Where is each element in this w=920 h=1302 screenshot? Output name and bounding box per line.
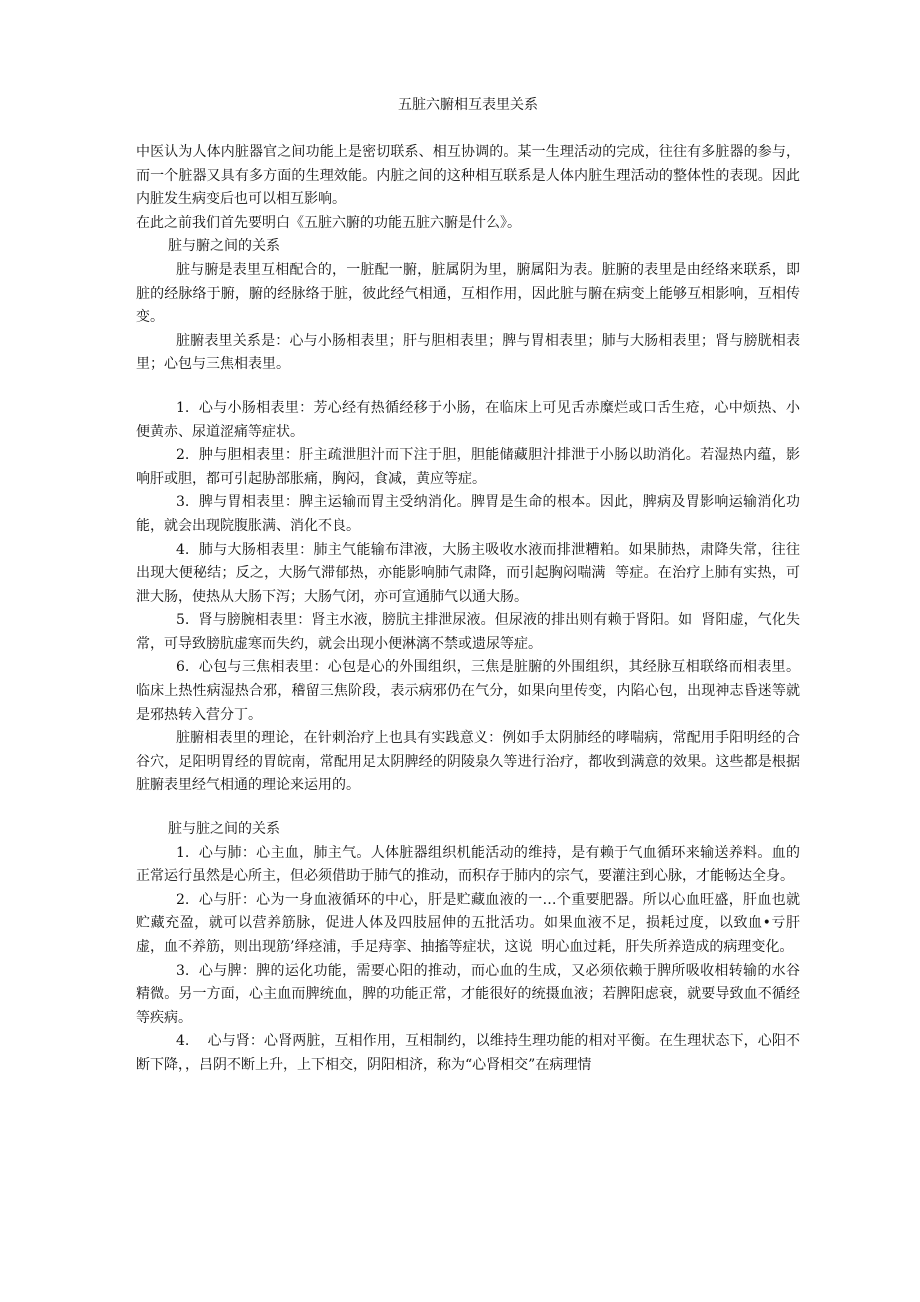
section1-paragraph-2: 脏腑表里关系是：心与小肠相表里；肝与胆相表里；脾与胃相表里；肺与大肠相表里；肾与膀胱相表里；心包与三焦相表里。 — [136, 332, 800, 373]
intro-paragraph-2: 在此之前我们首先要明白《五脏六腑的功能五脏六腑是什么》。 — [136, 214, 521, 231]
document-page — [136, 93, 800, 1078]
section1-paragraph-1: 脏与腑是表里互相配合的，一脏配一腑，脏属阴为里，腑属阳为表。脏腑的表里是由经络来联系，即脏的经脉络于腑，腑的经脉络于脏，彼此经气相通，互相作用，因此脏与腑在病变上能够互相影响，互相传变。 — [136, 261, 800, 326]
section1-item-5: 5. 肾与膀腕相表里：肾主水液，膀肮主排泄尿液。但尿液的排出则有赖于肾阳。如 肾阳虚，气化失常，可导致膀肮虚寒而失约，就会出现小便淋漓不禁或遗尿等症。 — [136, 612, 800, 652]
section2-item-2: 2. 心与肝：心为一身血液循环的中心，肝是贮藏血液的一…个重要肥器。所以心血旺盛，肝血也就贮藏充盈，就可以营养筋脉，促进人体及四肢屈伸的五批活功。如果血液不足，损耗过度，以致血•亏肝虚，血不养筋，则出现筋’绎痉浦，手足痔挛、抽搐等症状，这说 明心血过耗，肝失所养造成的病理变化。 — [136, 891, 800, 955]
section2-item-1: 1. 心与肺：心主血，肺主气。人体脏器组织机能活动的维持，是有赖于气血循环来输送养料。血的正常运行虽然是心所主，但必须借助于肺气的推动，而积存于肺内的宗气，要灌注到心脉，才能畅达全身。 — [136, 844, 800, 885]
spacer — [136, 377, 800, 397]
section1-item-4: 4. 肺与大肠相表里：肺主气能输布津液，大肠主吸收水液而排泄糟粕。如果肺热，肃降失常，往往出现大便秘结；反之，大肠气滞郁热，亦能影响肺气肃降，而引起胸闷喘满 等症。在治疗上肺有实热，可泄大肠，使热从大肠下泻；大肠气闭，亦可宣通肺气以通大肠。 — [136, 541, 800, 605]
section1-item-2: 2. 肿与胆相表里：肝主疏泄胆汁而下注于胆，胆能储藏胆汁排泄于小肠以助消化。若湿热内蕴，影响肝或胆，都可引起胁部胀痛，胸闷，食减，黄应等症。 — [136, 447, 800, 487]
section2-item-4: 4. 心与肾：心肾两脏，互相作用，互相制约，以维持生理功能的相对平衡。在生理状态下，心阳不断下降，，吕阴不断上升，上下相交，阴阳相济，称为“心肾相交”在病理情 — [136, 1033, 800, 1073]
document-title: 五脏六腑相互表里关系 — [398, 97, 538, 113]
intro-paragraph-1: 中医认为人体内脏器官之间功能上是密切联系、相互协调的。某一生理活动的完成，往往有多脏器的参与，而一个脏器又具有多方面的生理效能。内脏之间的这种相互联系是人体内脏生理活动的整体性的表现。因此内脏发生病变后也可以相互影响。 — [136, 144, 800, 208]
section1-item-3: 3. 脾与胃相表里：脾主运输而胃主受纳消化。脾胃是生命的根本。因此，脾病及胃影响运输消化功能，就会出现院腹胀满、消化不良。 — [136, 494, 800, 534]
section2-item-3: 3. 心与脾：脾的运化功能，需要心阳的推动，而心血的生成，又必须依赖于脾所吸收相转输的水谷精微。另一方面，心主血而脾统血，脾的功能正常，才能很好的统摄血液；若脾阳虑衰，就要导致血不循经等疾病。 — [136, 962, 800, 1026]
section1-item-1: 1. 心与小肠相表里：芳心经有热循经移于小肠，在临床上可见舌赤糜烂或口舌生疮，心中烦热、小便黄赤、尿道涩痛等症状。 — [136, 399, 800, 440]
spacer — [136, 798, 800, 818]
section-heading-zang-zang: 脏与脏之间的关系 — [168, 821, 280, 838]
section1-closing: 脏腑相表里的理论，在针刺治疗上也具有实践意义：例如手太阴肺经的哮喘病，常配用手阳明经的合谷穴，足阳明胃经的胃皖南，常配用足太阴脾经的阴陵泉久等进行治疗，都收到满意的效果。这些都是根据脏腑表里经气相通的理论来运用的。 — [136, 730, 800, 794]
section-heading-zang-fu: 脏与腑之间的关系 — [168, 238, 280, 255]
section1-item-6: 6. 心包与三焦相表里：心包是心的外围组织，三焦是脏腑的外围组织，其经脉互相联络而相表里。临床上热性病湿热合邪，稽留三焦阶段，表示病邪仍在气分，如果向里传变，内陷心包，出现神志昏迷等就是邪热转入营分丁。 — [136, 659, 800, 723]
